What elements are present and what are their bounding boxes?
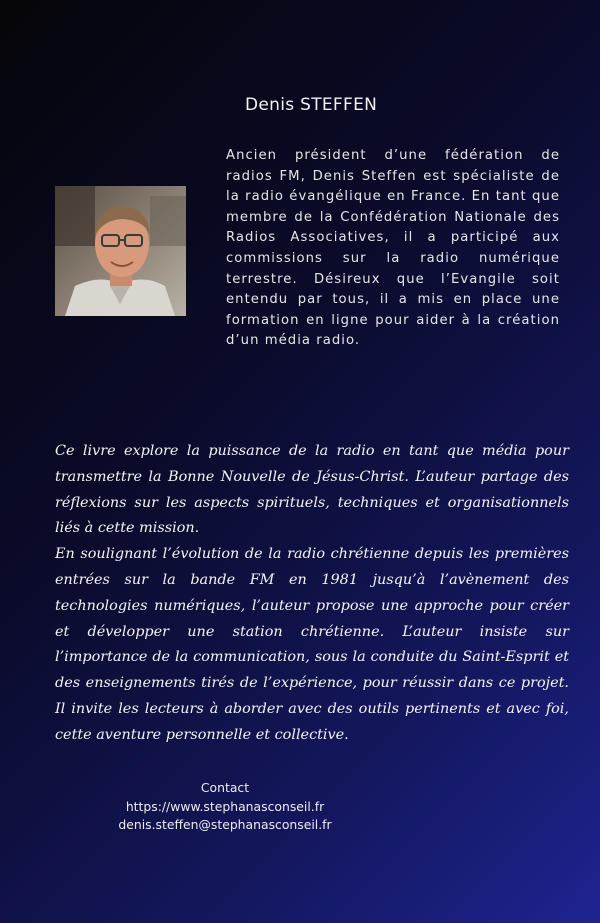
contact-label: Contact (200, 780, 250, 795)
description-paragraph-2: En soulignant l’évolution de la radio chrétienne depuis les premières entrées sur la bande FM en 1981 jusqu’à l’avènement des technologies numériques, l’auteur propose une approche pour créer et développer une station chrétienne. L’auteur insiste sur l’importance de la communication, sous la conduite du Saint-Esprit et des enseignements tirés de l’expérience, pour réussir dans ce projet. Il invite les lecteurs à aborder avec des outils pertinents et avec foi, cette aventure personnelle et collective. (55, 546, 569, 743)
author-photo-illustration (55, 186, 186, 316)
contact-website-link[interactable]: https://www.stephanasconseil.fr (125, 798, 325, 814)
contact-email-link[interactable]: denis.steffen@stephanasconseil.fr (118, 817, 332, 832)
author-bio: Ancien président d’une fédération de radios FM, Denis Steffen est spécialiste de la radio évangélique en France. En tant que membre de la Confédération Nationale des Radios Associatives, il a participé aux commissions sur la radio numérique terrestre. Désireux que l’Evangile soit entendu par tous, il a mis en place une formation en ligne pour aider à la création d’un média radio. (226, 148, 560, 349)
author-name: Denis STEFFEN (245, 95, 378, 115)
author-photo (55, 186, 186, 316)
book-description (55, 439, 569, 749)
description-paragraph-1: Ce livre explore la puissance de la radio en tant que média pour transmettre la Bonne Nouvelle de Jésus-Christ. L’auteur partage des réflexions sur les aspects spirituels, techniques et organisationnels liés à cette mission. (55, 443, 569, 537)
contact-block (100, 779, 350, 835)
